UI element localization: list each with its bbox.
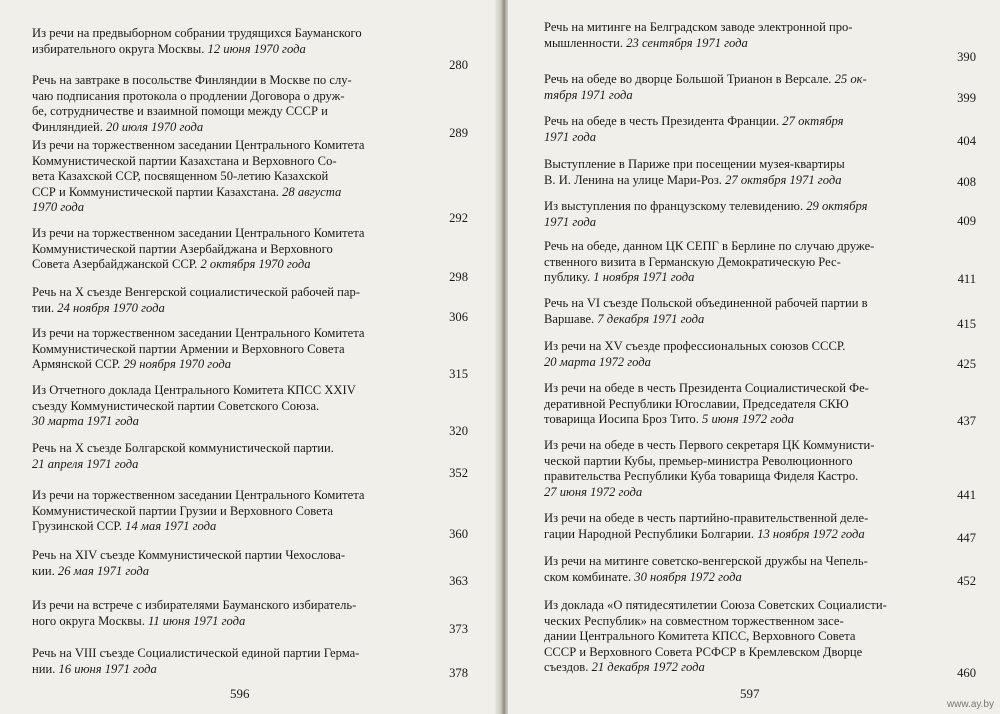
entry-date: 29 октября 1971 года	[544, 199, 868, 229]
toc-entry	[544, 114, 932, 145]
entry-title: Речь на обеде во дворце Большой Трианон в Версале.	[544, 72, 832, 86]
entry-page-number: 315	[449, 367, 468, 381]
toc-entry	[32, 383, 430, 430]
entry-date: 30 марта 1971 года	[32, 414, 139, 429]
entry-page-number: 437	[957, 414, 976, 428]
entry-page-number: 352	[449, 466, 468, 480]
entry-page-number: 298	[449, 270, 468, 284]
toc-entry	[544, 199, 932, 230]
entry-date: 21 апреля 1971 года	[32, 456, 139, 471]
watermark: www.ay.by	[946, 699, 994, 710]
toc-entry	[544, 339, 932, 370]
entry-date: 24 ноября 1970 года	[57, 300, 165, 315]
entry-date: 26 мая 1971 года	[57, 563, 150, 578]
entry-title: Из речи на торжественном заседании Центрального Комитета Коммунистической партии Грузии и Верховного Совета Грузинской ССР.	[32, 488, 365, 534]
entry-date: 1 ноября 1971 года	[593, 270, 695, 285]
entry-page-number: 408	[957, 175, 976, 189]
entry-title: Из доклада «О пятидесятилетии Союза Советских Социалисти- ческих Республик» на совместном торжественном засе- дании Центрального Комитета КПСС, Верховного Совета СССР и Верховного Совета РСФСР в Кремлевском Дворце съездов.	[544, 598, 887, 675]
entry-date: 30 ноября 1972 года	[634, 569, 742, 584]
right-page	[508, 0, 1000, 714]
toc-entry	[544, 598, 932, 676]
toc-entry	[544, 20, 932, 51]
entry-page-number: 409	[957, 214, 976, 228]
entry-title: Речь на VI съезде Польской объединенной рабочей партии в Варшаве.	[544, 296, 868, 326]
toc-entry	[544, 296, 932, 327]
page-number-footer: 596	[230, 686, 250, 701]
entry-title: Речь на X съезде Венгерской социалистической рабочей пар- тии.	[32, 285, 360, 315]
entry-page-number: 452	[957, 574, 976, 588]
toc-entry	[32, 73, 430, 135]
entry-date: 11 июня 1971 года	[148, 613, 246, 628]
entry-page-number: 425	[957, 357, 976, 371]
entry-date: 13 ноября 1972 года	[757, 526, 865, 541]
toc-entry	[32, 226, 430, 273]
entry-title: Из речи на XV съезде профессиональных союзов СССР.	[544, 339, 846, 353]
entry-page-number: 292	[449, 211, 468, 225]
entry-date: 23 сентября 1971 года	[626, 35, 748, 50]
toc-entry	[544, 511, 932, 542]
entry-date: 29 ноября 1970 года	[123, 357, 231, 372]
entry-date: 25 ок- тября 1971 года	[544, 72, 867, 102]
entry-title: Из речи на обеде в честь партийно-правительственной деле- гации Народной Республики Болгарии.	[544, 511, 869, 541]
entry-date: 2 октября 1970 года	[200, 257, 311, 272]
entry-page-number: 320	[449, 424, 468, 438]
entry-title: Из речи на встрече с избирателями Бауманского избиратель- ного округа Москвы.	[32, 598, 357, 628]
entry-title: Из речи на торжественном заседании Центрального Комитета Коммунистической партии Армении и Верховного Совета Армянской ССР.	[32, 326, 365, 372]
page-number-footer: 597	[740, 686, 760, 701]
entry-date: 20 марта 1972 года	[544, 354, 651, 369]
toc-entry	[32, 548, 430, 579]
toc-entry	[32, 326, 430, 373]
entry-date: 21 декабря 1972 года	[591, 660, 705, 675]
toc-entry	[32, 441, 430, 472]
toc-entry	[32, 488, 430, 535]
entry-page-number: 306	[449, 310, 468, 324]
entry-page-number: 390	[957, 50, 976, 64]
entry-page-number: 363	[449, 574, 468, 588]
entry-page-number: 404	[957, 134, 976, 148]
entry-title: Из выступления по французскому телевидению.	[544, 199, 804, 213]
entry-title: Выступление в Париже при посещении музея-квартиры В. И. Ленина на улице Мари-Роз.	[544, 157, 845, 187]
toc-entry	[544, 72, 932, 103]
entry-page-number: 415	[957, 317, 976, 331]
entry-page-number: 289	[449, 126, 468, 140]
entry-date: 27 октября 1971 года	[544, 114, 844, 144]
entry-date: 27 октября 1971 года	[725, 172, 842, 187]
toc-entry	[544, 438, 932, 500]
entry-title: Из речи на торжественном заседании Центрального Комитета Коммунистической партии Азербайджана и Верховного Совета Азербайджанской ССР.	[32, 226, 365, 272]
entry-title: Речь на XIV съезде Коммунистической партии Чехослова- кии.	[32, 548, 346, 578]
entry-title: Из речи на митинге советско-венгерской дружбы на Чепель- ском комбинате.	[544, 554, 868, 584]
toc-entry	[544, 381, 932, 428]
entry-page-number: 460	[957, 666, 976, 680]
entry-date: 20 июля 1970 года	[106, 119, 204, 134]
entry-page-number: 373	[449, 622, 468, 636]
toc-entry	[32, 598, 430, 629]
toc-entry	[32, 26, 430, 57]
entry-page-number: 360	[449, 527, 468, 541]
entry-page-number: 447	[957, 531, 976, 545]
entry-page-number: 378	[449, 666, 468, 680]
entry-title: Речь на митинге на Белградском заводе электронной про- мышленности.	[544, 20, 853, 50]
entry-title: Речь на X съезде Болгарской коммунистической партии.	[32, 441, 334, 455]
toc-entry	[544, 157, 932, 188]
entry-date: 7 декабря 1971 года	[597, 311, 705, 326]
toc-entry	[544, 239, 932, 286]
entry-page-number: 280	[449, 58, 468, 72]
entry-date: 16 июня 1971 года	[58, 661, 157, 676]
entry-date: 27 июня 1972 года	[544, 484, 643, 499]
entry-title: Речь на обеде в честь Президента Франции.	[544, 114, 780, 128]
toc-entry	[32, 646, 430, 677]
entry-date: 12 июня 1970 года	[207, 41, 306, 56]
entry-title: Речь на VIII съезде Социалистической единой партии Герма- нии.	[32, 646, 360, 676]
entry-date: 28 августа 1970 года	[32, 184, 342, 215]
entry-date: 5 июня 1972 года	[702, 412, 794, 427]
entry-title: Из речи на обеде в честь Первого секретаря ЦК Коммунисти- ческой партии Кубы, премьер-министра Революционного правительства Республики Куба товарища Фиделя Кастро.	[544, 438, 875, 484]
entry-title: Речь на обеде, данном ЦК СЕПГ в Берлине по случаю друже- ственного визита в Германскую Демократическую Рес- публику.	[544, 239, 875, 285]
toc-entry	[544, 554, 932, 585]
entry-title: Из речи на предвыборном собрании трудящихся Бауманского избирательного округа Москвы.	[32, 26, 362, 56]
entry-date: 14 мая 1971 года	[125, 519, 217, 534]
entry-title: Речь на завтраке в посольстве Финляндии в Москве по слу- чаю подписания протокола о продлении Договора о друж- бе, сотрудничестве и взаимной помощи между СССР и Финляндией.	[32, 73, 352, 134]
toc-entry	[32, 285, 430, 316]
entry-title: Из речи на торжественном заседании Центрального Комитета Коммунистической партии Казахстана и Верховного Со- вета Казахской ССР, посвященном 50-летию Казахской ССР и Коммунистической партии Казахстана.	[32, 138, 365, 199]
entry-title: Из речи на обеде в честь Президента Социалистической Фе- деративной Республики Югославии, Председателя СКЮ товарища Иосипа Броз Тито.	[544, 381, 869, 427]
entry-page-number: 399	[957, 91, 976, 105]
entry-page-number: 441	[957, 488, 976, 502]
entry-page-number: 411	[957, 272, 976, 286]
entry-title: Из Отчетного доклада Центрального Комитета КПСС XXIV съезду Коммунистической партии Советского Союза.	[32, 383, 356, 413]
toc-entry	[32, 138, 430, 216]
